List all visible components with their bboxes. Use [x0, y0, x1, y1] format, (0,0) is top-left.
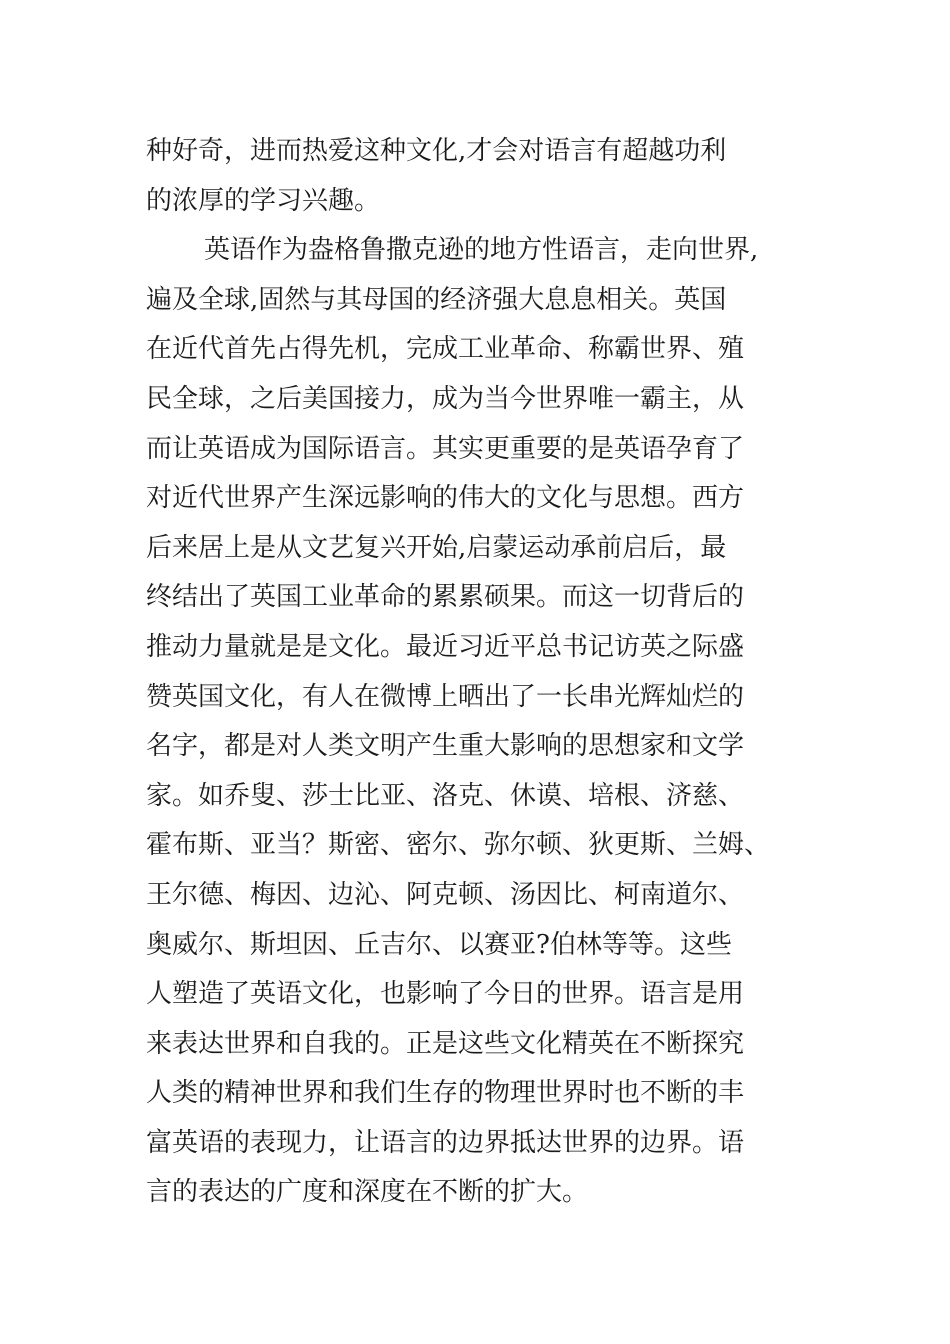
text-line: 来表达世界和自我的。正是这些文化精英在不断探究: [146, 1028, 745, 1059]
text-line: 富英语的表现力，让语言的边界抵达世界的边界。语: [146, 1127, 745, 1158]
text-line: 推动力量就是是文化。最近习近平总书记访英之际盛: [146, 631, 745, 662]
paragraph-start-line: 英语作为盎格鲁撒克逊的地方性语言，走向世界,: [204, 235, 759, 266]
text-line: 人类的精神世界和我们生存的物理世界时也不断的丰: [146, 1078, 745, 1109]
text-line: 对近代世界产生深远影响的伟大的文化与思想。西方: [146, 483, 745, 514]
text-line: 的浓厚的学习兴趣。: [146, 185, 381, 216]
text-line: 王尔德、梅因、边沁、阿克顿、汤因比、柯南道尔、: [146, 879, 745, 910]
text-line: 在近代首先占得先机，完成工业革命、称霸世界、殖: [146, 334, 745, 365]
text-line: 终结出了英国工业革命的累累硕果。而这一切背后的: [146, 582, 745, 613]
text-line: 名字，都是对人类文明产生重大影响的思想家和文学: [146, 731, 745, 762]
text-line: 人塑造了英语文化，也影响了今日的世界。语言是用: [146, 979, 745, 1010]
text-line: 霍布斯、亚当？斯密、密尔、弥尔顿、狄更斯、兰姆、: [146, 830, 771, 861]
text-line: 后来居上是从文艺复兴开始,启蒙运动承前启后，最: [146, 532, 727, 563]
text-line: 遍及全球,固然与其母国的经济强大息息相关。英国: [146, 284, 727, 315]
body-text: [146, 127, 826, 1218]
text-line: 言的表达的广度和深度在不断的扩大。: [146, 1177, 589, 1208]
text-line: 民全球，之后美国接力，成为当今世界唯一霸主，从: [146, 383, 745, 414]
text-line: 赞英国文化，有人在微博上晒出了一长串光辉灿烂的: [146, 681, 745, 712]
text-line: 而让英语成为国际语言。其实更重要的是英语孕育了: [146, 433, 745, 464]
text-line: 家。如乔叟、莎士比亚、洛克、休谟、培根、济慈、: [146, 780, 745, 811]
text-line: 奥威尔、斯坦因、丘吉尔、以赛亚?伯林等等。这些: [146, 929, 732, 960]
text-line: 种好奇，进而热爱这种文化,才会对语言有超越功利: [146, 136, 727, 166]
